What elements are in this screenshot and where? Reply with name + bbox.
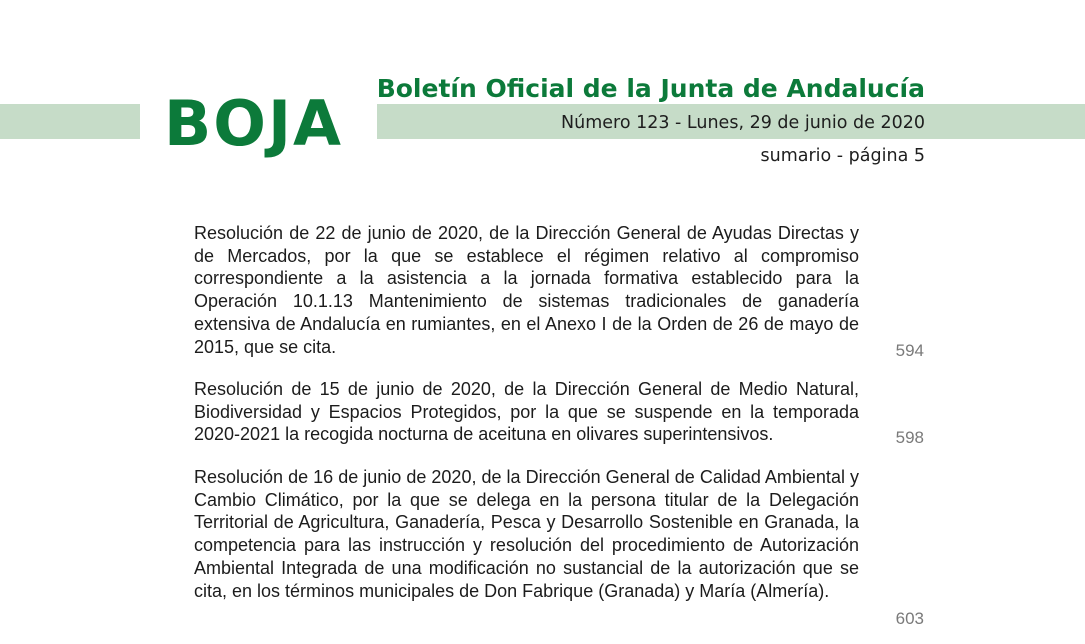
header-band-left <box>0 104 140 139</box>
summary-entry-page-number: 598 <box>895 428 924 447</box>
summary-entry-text: Resolución de 22 de junio de 2020, de la Dirección General de Ayudas Directas y de Mercados, por la que se establece el régimen relativo al compromiso correspondiente a la asistencia a la jornada formativa establecido para la Operación 10.1.13 Mantenimiento de sistemas tradicionales de ganadería extensiva de Andalucía en rumiantes, en el Anexo I de la Orden de 26 de mayo de 2015, que se cita. <box>194 223 859 357</box>
summary-entry-page-number: 594 <box>895 341 924 360</box>
summary-entry-text: Resolución de 15 de junio de 2020, de la Dirección General de Medio Natural, Biodiversidad y Espacios Protegidos, por la que se suspende en la temporada 2020-2021 la recogida nocturna de aceituna en olivares superintensivos. <box>194 379 859 445</box>
page-reference: sumario - página 5 <box>760 146 925 166</box>
boja-logo: BOJA <box>164 87 344 160</box>
summary-entry-text: Resolución de 16 de junio de 2020, de la Dirección General de Calidad Ambiental y Cambio Climático, por la que se delega en la persona titular de la Delegación Territorial de Agricultura, Ganadería, Pesca y Desarrollo Sostenible en Granada, la competencia para las instrucción y resolución del procedimiento de Autorización Ambiental Integrada de una modificación no sustancial de la autorización que se cita, en los términos municipales de Don Fabrique (Granada) y María (Almería). <box>194 467 859 601</box>
issue-info: Número 123 - Lunes, 29 de junio de 2020 <box>561 113 925 133</box>
summary-entry-page-number: 603 <box>895 609 924 628</box>
publication-title: Boletín Oficial de la Junta de Andalucía <box>376 74 925 103</box>
